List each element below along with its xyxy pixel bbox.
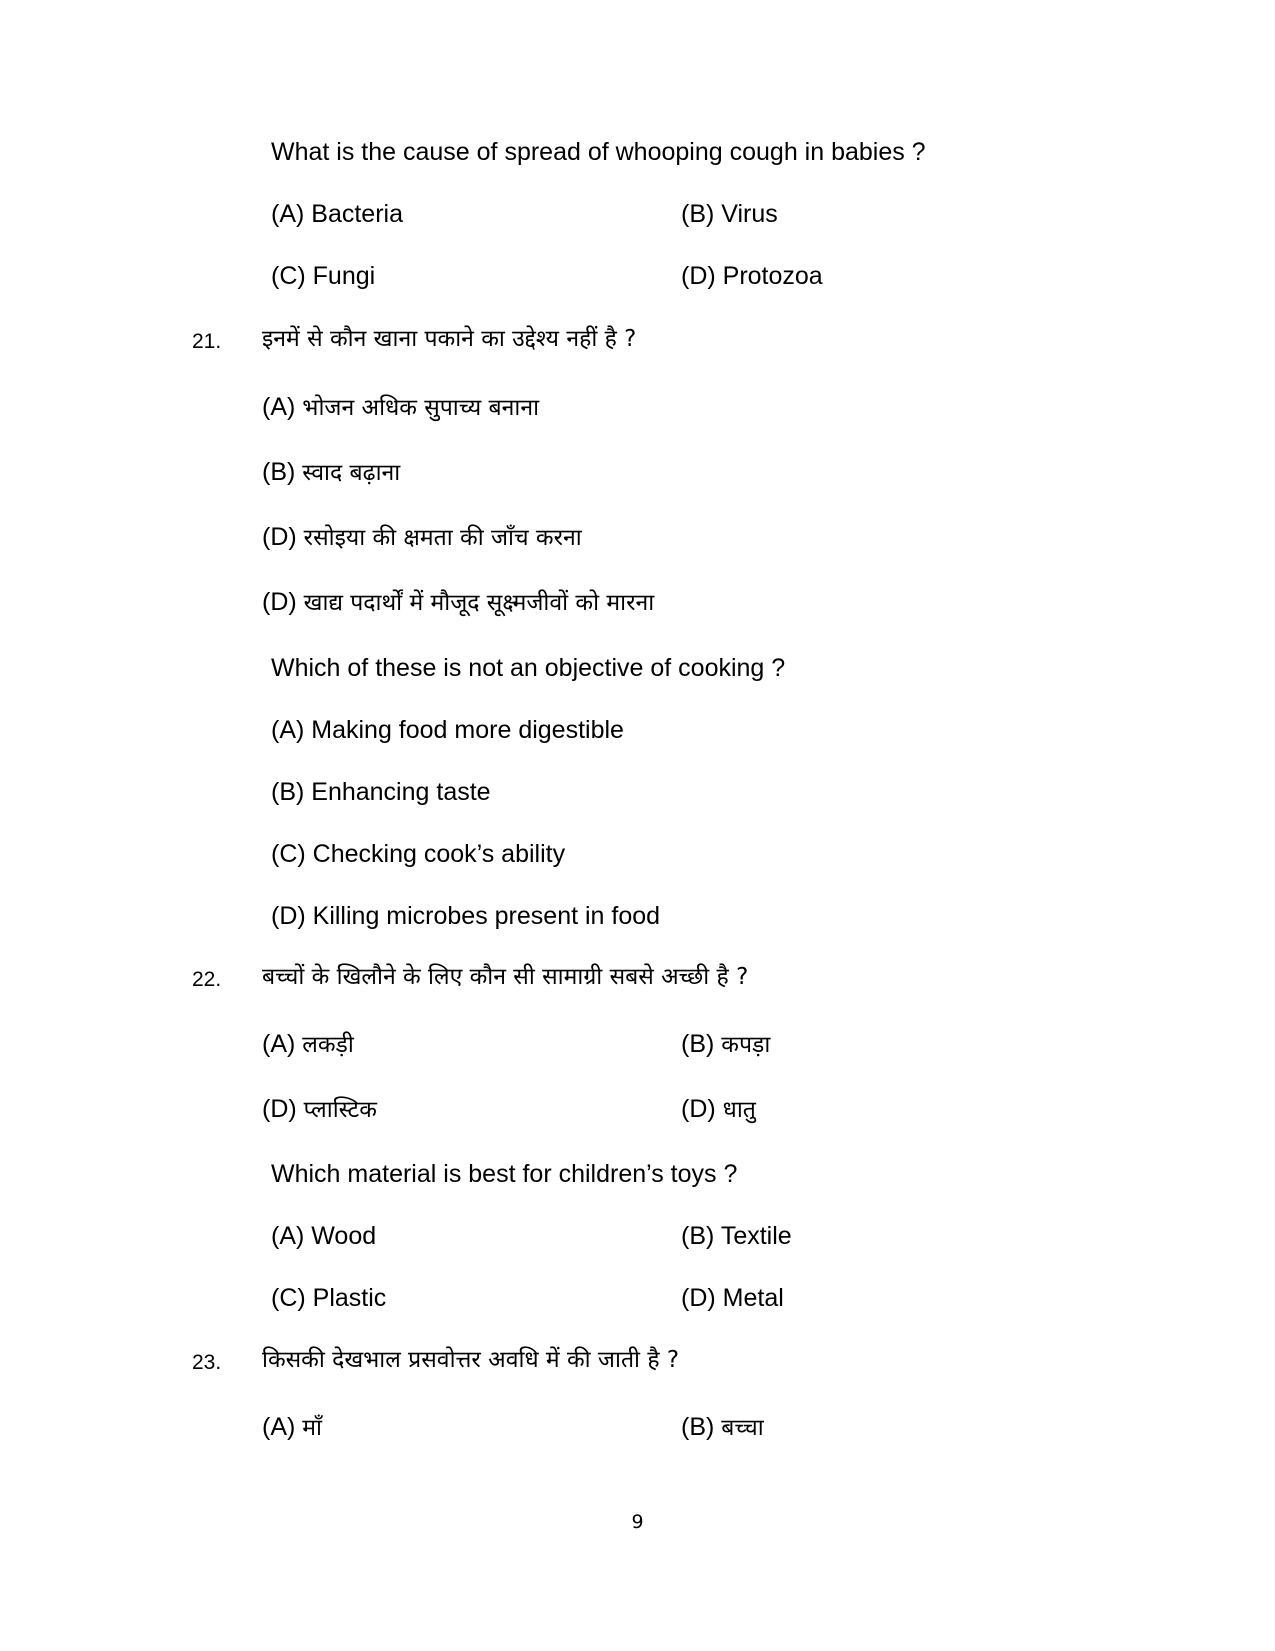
q21-en-option-c: (C) Checking cook’s ability: [271, 840, 566, 868]
q22-hi-option-b-label: (B): [681, 1030, 715, 1058]
q21-question-en: Which of these is not an objective of cooking ?: [271, 654, 786, 682]
q23-hi-option-b-text: बच्चा: [721, 1415, 764, 1441]
q21-hi-option-c-label: (D): [262, 523, 297, 551]
q22-en-option-d: (D) Metal: [681, 1284, 784, 1312]
q23-hi-option-b-label: (B): [681, 1413, 715, 1441]
q21-en-option-a: (A) Making food more digestible: [271, 716, 624, 744]
q22-hi-option-a-text: लकड़ी: [302, 1032, 354, 1058]
q21-en-option-d: (D) Killing microbes present in food: [271, 902, 661, 930]
q21-hi-option-a-text: भोजन अधिक सुपाच्य बनाना: [302, 395, 540, 421]
q21-en-option-b: (B) Enhancing taste: [271, 778, 491, 806]
q21-hi-option-a: [262, 391, 539, 424]
q20-option-a: (A) Bacteria: [271, 200, 403, 228]
q21-hi-option-c-text: रसोइया की क्षमता की जाँच करना: [303, 525, 582, 551]
q20-question-en: What is the cause of spread of whooping cough in babies ?: [271, 138, 926, 166]
q22-en-option-a: (A) Wood: [271, 1222, 377, 1250]
q21-number: 21.: [192, 330, 222, 353]
q21-hi-option-a-label: (A): [262, 393, 296, 421]
q22-hi-option-d-text: धातु: [722, 1097, 756, 1123]
q22-hi-option-a: [262, 1028, 354, 1061]
q23-hi-option-a-text: माँ: [302, 1415, 322, 1441]
q22-hi-option-c-text: प्लास्टिक: [303, 1097, 377, 1123]
q22-hi-option-a-label: (A): [262, 1030, 296, 1058]
page-number: 9: [631, 1511, 644, 1533]
q22-question-en: Which material is best for children’s toys ?: [271, 1160, 738, 1188]
q21-hi-option-b: [262, 456, 400, 489]
q22-hi-option-d: [681, 1093, 756, 1126]
q22-hi-option-c: [262, 1093, 377, 1126]
q21-hi-option-d-text: खाद्य पदार्थों में मौजूद सूक्ष्मजीवों को मारना: [303, 590, 655, 616]
q20-option-d: (D) Protozoa: [681, 262, 823, 290]
q21-hi-option-b-text: स्वाद बढ़ाना: [302, 460, 401, 486]
q22-en-option-b: (B) Textile: [681, 1222, 792, 1250]
q22-question-hi: बच्चों के खिलौने के लिए कौन सी सामाग्री सबसे अच्छी है ?: [262, 964, 749, 990]
q23-question-hi: किसकी देखभाल प्रसवोत्तर अवधि में की जाती है ?: [262, 1347, 680, 1373]
q22-hi-option-b-text: कपड़ा: [721, 1032, 771, 1058]
q22-en-option-c: (C) Plastic: [271, 1284, 387, 1312]
q23-hi-option-b: [681, 1411, 764, 1444]
q23-number: 23.: [192, 1351, 222, 1374]
q23-hi-option-a: [262, 1411, 322, 1444]
q23-hi-option-a-label: (A): [262, 1413, 296, 1441]
q21-hi-option-d-label: (D): [262, 588, 297, 616]
q20-option-b: (B) Virus: [681, 200, 778, 228]
q20-option-c: (C) Fungi: [271, 262, 376, 290]
q21-hi-option-b-label: (B): [262, 458, 296, 486]
q21-question-hi: इनमें से कौन खाना पकाने का उद्देश्य नहीं है ?: [262, 326, 637, 352]
q21-hi-option-c: [262, 521, 582, 554]
q22-number: 22.: [192, 968, 222, 991]
q22-hi-option-d-label: (D): [681, 1095, 716, 1123]
q22-hi-option-c-label: (D): [262, 1095, 297, 1123]
q22-hi-option-b: [681, 1028, 770, 1061]
q21-hi-option-d: [262, 586, 654, 619]
